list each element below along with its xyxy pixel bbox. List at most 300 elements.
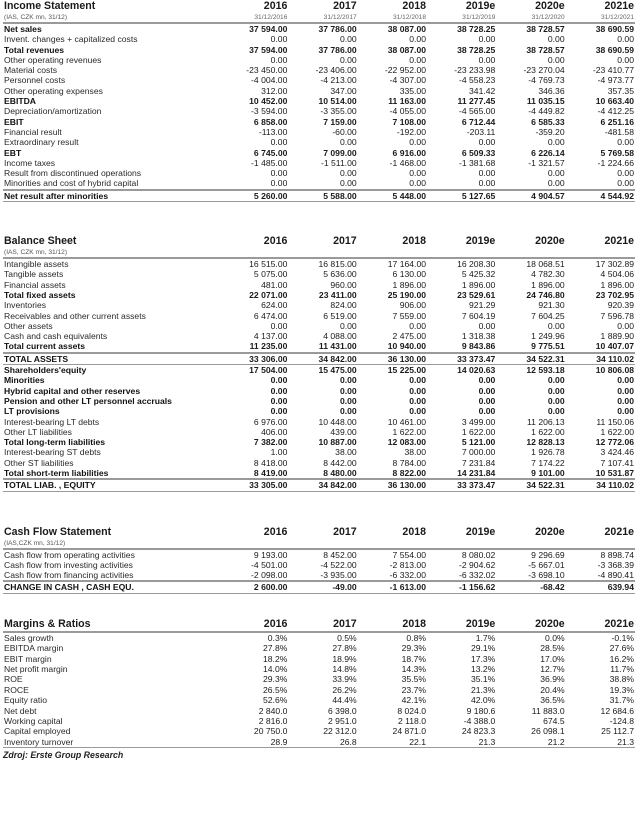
- year-header: 2016: [219, 618, 288, 632]
- cell-value: 18.9%: [332, 653, 357, 664]
- cell-value: 0.00: [339, 34, 357, 45]
- cell-value: 7 559.00: [392, 310, 426, 321]
- cell-value: 0.00: [270, 137, 288, 148]
- table-row: [3, 632, 635, 643]
- cell-value: 36 130.00: [358, 479, 427, 491]
- cell-value: 0.00: [547, 178, 565, 189]
- cell-value: 14.8%: [332, 663, 357, 674]
- row-label: Equity ratio: [4, 695, 47, 706]
- table-row: [3, 190, 635, 202]
- cell-value: 0.8%: [406, 632, 426, 643]
- cell-value: 1 926.78: [531, 447, 565, 458]
- year-header: 2020e: [535, 0, 565, 12]
- cell-value: 13.2%: [470, 663, 496, 674]
- cell-value: -23 450.00: [246, 65, 288, 76]
- cell-value: 5 636.00: [323, 269, 357, 280]
- section-spacer: [3, 202, 637, 235]
- cell-value: 34 522.31: [496, 479, 565, 491]
- cell-value: 27.8%: [332, 643, 357, 654]
- row-label: EBT: [4, 147, 22, 158]
- cell-value: 906.00: [399, 300, 426, 311]
- cell-value: 0.00: [547, 168, 565, 179]
- year-header: 2018: [402, 0, 426, 12]
- table-row: [3, 685, 635, 695]
- cell-value: 0.00: [339, 320, 357, 331]
- cell-value: 5 588.00: [288, 190, 357, 202]
- cell-value: 4 504.06: [600, 269, 634, 280]
- year-header: 2018: [402, 525, 426, 538]
- year-header: 2020e: [496, 618, 565, 632]
- cell-value: 8 784.00: [392, 457, 426, 468]
- cell-value: 12 828.13: [526, 437, 565, 448]
- cell-value: 0.00: [478, 375, 496, 386]
- cell-value: 0.00: [409, 395, 426, 406]
- cell-value: -4 449.82: [528, 106, 565, 117]
- cell-value: -2 904.62: [458, 559, 496, 570]
- cell-value: 18.2%: [263, 653, 288, 664]
- cell-value: 8 898.74: [600, 549, 634, 560]
- cell-value: 6 398.0: [328, 705, 357, 716]
- year-header: 2016: [263, 0, 288, 12]
- cell-value: 38 728.57: [526, 44, 565, 55]
- table-row: [3, 549, 635, 560]
- cell-value: 639.94: [566, 581, 635, 593]
- cell-value: 0.00: [409, 168, 426, 179]
- year-header: 2019e: [465, 525, 496, 538]
- cell-value: -4 412.25: [597, 106, 634, 117]
- cell-value: 27.8%: [263, 643, 288, 654]
- cell-value: 38.00: [335, 447, 357, 458]
- cell-value: 5 769.58: [600, 147, 634, 158]
- cell-value: 1 896.00: [531, 279, 565, 290]
- table-row: [3, 178, 635, 189]
- table-row: [3, 75, 635, 85]
- cell-value: 824.00: [330, 300, 357, 311]
- income-statement-table: [3, 0, 635, 202]
- cell-value: 0.00: [270, 406, 288, 417]
- cell-value: 26.2%: [332, 684, 357, 695]
- cell-value: -4 307.00: [389, 75, 426, 86]
- cell-value: 22 071.00: [249, 289, 288, 300]
- cell-value: -5 667.01: [528, 559, 565, 570]
- table-row: [3, 127, 635, 137]
- cell-value: 7 000.00: [461, 447, 496, 458]
- row-label: Cash flow from financing activities: [4, 570, 134, 581]
- row-label: Interest-bearing LT debts: [4, 416, 100, 427]
- cell-value: 14 231.84: [457, 467, 496, 478]
- year-header: 2021e: [604, 235, 634, 248]
- cell-value: 1 896.00: [392, 279, 426, 290]
- cell-value: 0.00: [478, 34, 496, 45]
- cell-value: 10 461.00: [387, 416, 426, 427]
- cell-value: 0.3%: [267, 632, 288, 643]
- cell-value: 0.00: [339, 385, 357, 396]
- table-row: [3, 168, 635, 178]
- table-row: [3, 300, 635, 310]
- cell-value: 37 594.00: [249, 44, 288, 55]
- table-row: [3, 437, 635, 447]
- source-note: Zdroj: Erste Group Research: [3, 750, 124, 761]
- cell-value: 0.00: [270, 395, 288, 406]
- cell-value: 34 842.00: [288, 353, 357, 365]
- cell-value: 2 118.0: [397, 716, 426, 727]
- cell-value: 6 251.16: [600, 116, 634, 127]
- cash-flow-body: [3, 549, 635, 594]
- year-header: 2017: [288, 618, 357, 632]
- cell-value: 7 108.00: [392, 116, 426, 127]
- cell-value: 24 871.0: [392, 726, 426, 737]
- cell-value: 920.39: [607, 300, 634, 311]
- cell-value: 0.00: [617, 406, 634, 417]
- cell-value: 1 622.00: [600, 426, 634, 437]
- cell-value: 5 075.00: [253, 269, 288, 280]
- row-label: Personnel costs: [4, 75, 66, 86]
- balance-sheet-title: Balance Sheet: [4, 235, 77, 248]
- cell-value: 8 024.0: [397, 705, 426, 716]
- cell-value: 0.00: [547, 34, 565, 45]
- table-row: [3, 581, 635, 593]
- cell-value: 10 887.00: [318, 437, 357, 448]
- table-row: [3, 290, 635, 300]
- cell-value: 0.00: [270, 34, 288, 45]
- cell-value: -23 410.77: [592, 65, 634, 76]
- row-label: Interest-bearing ST debts: [4, 447, 101, 458]
- table-row: [3, 96, 635, 106]
- cell-value: -113.00: [258, 126, 288, 137]
- cell-value: 14.0%: [263, 663, 288, 674]
- cell-value: 335.00: [399, 85, 426, 96]
- cell-value: 5 425.32: [461, 269, 496, 280]
- row-label: LT provisions: [4, 406, 60, 417]
- cell-value: -4 055.00: [389, 106, 426, 117]
- cell-value: 6 976.00: [253, 416, 288, 427]
- cell-value: 0.00: [270, 168, 288, 179]
- cell-value: 0.00: [339, 137, 357, 148]
- table-row: [3, 479, 635, 491]
- table-row: [3, 86, 635, 96]
- cell-value: 0.00: [547, 395, 565, 406]
- row-label: EBITDA: [4, 96, 36, 107]
- year-header: 2021e: [604, 525, 634, 538]
- cell-value: 0.00: [617, 137, 634, 148]
- row-label: Financial assets: [4, 279, 66, 290]
- cell-value: -4 769.73: [528, 75, 565, 86]
- cell-value: -1 511.00: [321, 157, 357, 168]
- cell-value: 0.00: [478, 395, 496, 406]
- cell-value: 11.7%: [610, 663, 634, 674]
- cell-value: 17.3%: [470, 653, 496, 664]
- cell-value: 36.5%: [540, 695, 565, 706]
- cell-value: 8 452.00: [323, 549, 357, 560]
- cell-value: -4 213.00: [320, 75, 357, 86]
- cell-value: 6 130.00: [392, 269, 426, 280]
- cell-value: 0.00: [478, 406, 496, 417]
- cell-value: 0.00: [617, 34, 634, 45]
- cell-value: 33 305.00: [219, 479, 288, 491]
- cell-value: 2 840.0: [258, 705, 288, 716]
- cell-value: 0.00: [478, 385, 496, 396]
- cell-value: -2 813.00: [389, 559, 426, 570]
- cell-value: 0.00: [409, 375, 426, 386]
- cell-value: 6 585.33: [531, 116, 565, 127]
- cell-value: -4 501.00: [251, 559, 288, 570]
- table-row: [3, 341, 635, 352]
- cell-value: 1.7%: [475, 632, 496, 643]
- cell-value: -23 406.00: [315, 65, 357, 76]
- cell-value: 6 226.14: [531, 147, 565, 158]
- cell-value: 35.5%: [401, 674, 426, 685]
- row-label: Cash flow from operating activities: [4, 549, 135, 560]
- cell-value: 10 940.00: [387, 341, 426, 352]
- cell-value: 38 728.57: [526, 24, 565, 34]
- income-statement-title: Income Statement: [4, 0, 96, 12]
- cell-value: -23 233.98: [454, 65, 496, 76]
- cell-value: 8 080.02: [461, 549, 496, 560]
- table-row: [3, 427, 635, 437]
- cell-value: 0.00: [270, 320, 288, 331]
- table-row: [3, 560, 635, 570]
- cell-value: -1 224.66: [597, 157, 634, 168]
- row-label: Capital employed: [4, 726, 71, 737]
- cell-value: 10 806.08: [595, 365, 634, 376]
- row-label: Total short-term liabilities: [4, 467, 109, 478]
- table-row: [3, 417, 635, 427]
- cell-value: 10 448.00: [318, 416, 357, 427]
- row-label: Total current assets: [4, 341, 86, 352]
- cash-flow-table: [3, 526, 635, 594]
- cell-value: 37 786.00: [318, 44, 357, 55]
- cell-value: -3 368.39: [597, 559, 634, 570]
- year-header: 2018: [402, 235, 426, 248]
- cell-value: 11 206.13: [527, 416, 565, 427]
- row-label: Working capital: [4, 716, 63, 727]
- period-date: 31/12/2021: [566, 13, 635, 23]
- cell-value: -68.42: [496, 581, 565, 593]
- cell-value: 26.8: [288, 737, 357, 748]
- cell-value: 0.00: [617, 385, 634, 396]
- row-label: Income taxes: [4, 157, 56, 168]
- cell-value: -22 952.00: [384, 65, 426, 76]
- table-row: [3, 396, 635, 406]
- cell-value: 0.00: [339, 54, 357, 65]
- cell-value: 16 515.00: [249, 259, 288, 270]
- table-row: [3, 643, 635, 653]
- table-row: [3, 654, 635, 664]
- cell-value: 25 112.7: [601, 726, 634, 737]
- cell-value: -1 156.62: [427, 581, 496, 593]
- cell-value: 1 318.38: [461, 331, 496, 342]
- table-row: [3, 117, 635, 127]
- cell-value: 4 544.92: [566, 190, 635, 202]
- table-row: [3, 280, 635, 290]
- row-label: Hybrid capital and other reserves: [4, 385, 141, 396]
- cell-value: 0.00: [339, 168, 357, 179]
- row-label: Sales growth: [4, 632, 54, 643]
- cell-value: 1 249.96: [531, 331, 565, 342]
- row-label: ROCE: [4, 684, 29, 695]
- balance-sheet-table: [3, 235, 635, 492]
- year-header: 2016: [263, 525, 288, 538]
- row-label: Invent. changes + capitalized costs: [4, 34, 138, 45]
- row-label: Net sales: [4, 24, 42, 34]
- cell-value: 25 190.00: [387, 289, 426, 300]
- cell-value: 7 604.19: [461, 310, 496, 321]
- cell-value: 0.0%: [545, 632, 565, 643]
- cell-value: -3 355.00: [320, 106, 357, 117]
- table-row: [3, 375, 635, 385]
- cell-value: 0.00: [617, 375, 634, 386]
- table-row: [3, 148, 635, 158]
- cell-value: 15 475.00: [318, 365, 357, 376]
- cell-value: 1 622.00: [531, 426, 565, 437]
- cell-value: 4 137.00: [253, 331, 288, 342]
- cell-value: -481.58: [604, 126, 634, 137]
- cell-value: 38.00: [404, 447, 426, 458]
- cell-value: 14.3%: [401, 663, 426, 674]
- year-header: 2017: [333, 525, 357, 538]
- cell-value: -1 613.00: [358, 581, 427, 593]
- cell-value: 8 480.00: [323, 467, 357, 478]
- cell-value: 1 896.00: [600, 279, 634, 290]
- year-header: 2020e: [535, 525, 565, 538]
- cell-value: 6 509.33: [461, 147, 496, 158]
- table-row: [3, 365, 635, 376]
- cell-value: 624.00: [261, 300, 288, 311]
- cell-value: 0.00: [409, 406, 426, 417]
- cell-value: 8 419.00: [253, 467, 288, 478]
- cell-value: 5 121.00: [461, 437, 496, 448]
- cell-value: 481.00: [261, 279, 288, 290]
- cell-value: 17.0%: [540, 653, 565, 664]
- year-header: 2017: [333, 235, 357, 248]
- row-label: Tangible assets: [4, 269, 64, 280]
- cell-value: 24 823.3: [461, 726, 496, 737]
- cell-value: 0.00: [617, 54, 634, 65]
- cell-value: 7 382.00: [253, 437, 288, 448]
- cell-value: 16 208.30: [457, 259, 496, 270]
- year-header: 2017: [333, 0, 357, 12]
- cell-value: -4 004.00: [251, 75, 288, 86]
- cell-value: 9 101.00: [531, 467, 565, 478]
- cell-value: 11 150.06: [596, 416, 634, 427]
- cell-value: 6 858.00: [253, 116, 288, 127]
- row-label: Other assets: [4, 320, 53, 331]
- cell-value: -4 973.77: [597, 75, 634, 86]
- cell-value: 0.00: [478, 178, 496, 189]
- cell-value: 10 514.00: [318, 96, 357, 107]
- cell-value: 11 163.00: [388, 96, 426, 107]
- cell-value: 5 127.65: [427, 190, 496, 202]
- period-date: 31/12/2019: [427, 13, 496, 23]
- cell-value: 0.00: [339, 406, 357, 417]
- table-row: [3, 331, 635, 341]
- row-label: Cash and cash equivalents: [4, 331, 108, 342]
- cell-value: 0.00: [409, 34, 426, 45]
- cell-value: 33 373.47: [427, 479, 496, 491]
- cell-value: 38 690.59: [595, 44, 634, 55]
- cell-value: 23 529.61: [457, 289, 496, 300]
- cell-value: -203.11: [466, 126, 496, 137]
- year-header: 2020e: [535, 235, 565, 248]
- income-statement-subtitle: (IAS, CZK mn, 31/12): [3, 13, 219, 23]
- cell-value: 17 164.00: [387, 259, 426, 270]
- cell-value: 23 411.00: [318, 289, 357, 300]
- cell-value: -1 381.68: [458, 157, 496, 168]
- row-label: Inventories: [4, 300, 47, 311]
- row-label: Other ST liabilities: [4, 457, 74, 468]
- cell-value: 1 622.00: [461, 426, 496, 437]
- cell-value: 7 231.84: [461, 457, 496, 468]
- cell-value: -4 890.41: [597, 570, 634, 581]
- cell-value: 7 554.00: [392, 549, 426, 560]
- cell-value: 33 306.00: [219, 353, 288, 365]
- cell-value: 11 277.45: [457, 96, 496, 107]
- cell-value: 20.4%: [540, 684, 565, 695]
- cell-value: -124.8: [609, 716, 634, 727]
- cell-value: 12 083.00: [387, 437, 426, 448]
- period-date: 31/12/2017: [288, 13, 357, 23]
- cell-value: 21.2: [496, 737, 565, 748]
- row-label: Net profit margin: [4, 663, 68, 674]
- table-row: [3, 158, 635, 168]
- cell-value: 20 750.0: [253, 726, 288, 737]
- cell-value: 0.00: [270, 178, 288, 189]
- cell-value: 0.00: [617, 168, 634, 179]
- table-row: [3, 664, 635, 674]
- cell-value: 8 822.00: [392, 467, 426, 478]
- cell-value: 34 110.02: [566, 353, 635, 365]
- cell-value: 16.2%: [609, 653, 634, 664]
- cell-value: 9 843.86: [461, 341, 496, 352]
- cell-value: 37 594.00: [249, 24, 288, 34]
- cell-value: 19.3%: [609, 684, 634, 695]
- cell-value: 0.00: [547, 320, 565, 331]
- cell-value: 0.00: [478, 54, 496, 65]
- cell-value: 312.00: [261, 85, 288, 96]
- row-label: Material costs: [4, 65, 58, 76]
- cell-value: 406.00: [261, 426, 288, 437]
- cell-value: 2 951.0: [328, 716, 357, 727]
- cell-value: 3 499.00: [461, 416, 496, 427]
- table-row: [3, 737, 635, 748]
- table-row: [3, 137, 635, 147]
- cell-value: 0.00: [617, 178, 634, 189]
- cell-value: -49.00: [288, 581, 357, 593]
- cell-value: 10 407.07: [595, 341, 634, 352]
- year-header: 2016: [263, 235, 288, 248]
- cell-value: 27.6%: [609, 643, 634, 654]
- table-row: [3, 269, 635, 279]
- cell-value: 0.00: [547, 406, 565, 417]
- cash-flow-subtitle: (IAS,CZK mn, 31/12): [3, 539, 219, 549]
- cell-value: 28.5%: [540, 643, 565, 654]
- row-label: Total revenues: [4, 44, 65, 55]
- row-label: TOTAL LIAB. , EQUITY: [3, 479, 219, 491]
- cell-value: 29.3%: [263, 674, 288, 685]
- cell-value: 12 684.6: [600, 705, 634, 716]
- cell-value: -6 332.02: [458, 570, 496, 581]
- cell-value: 921.30: [538, 300, 565, 311]
- row-label: Other operating revenues: [4, 54, 102, 65]
- cell-value: 37 786.00: [318, 24, 357, 34]
- cell-value: -1 485.00: [251, 157, 288, 168]
- cell-value: 26 098.1: [531, 726, 565, 737]
- cell-value: 0.00: [339, 375, 357, 386]
- table-row: [3, 258, 635, 269]
- cell-value: 38 728.25: [457, 24, 496, 34]
- cell-value: 0.00: [409, 137, 426, 148]
- cell-value: 0.00: [409, 178, 426, 189]
